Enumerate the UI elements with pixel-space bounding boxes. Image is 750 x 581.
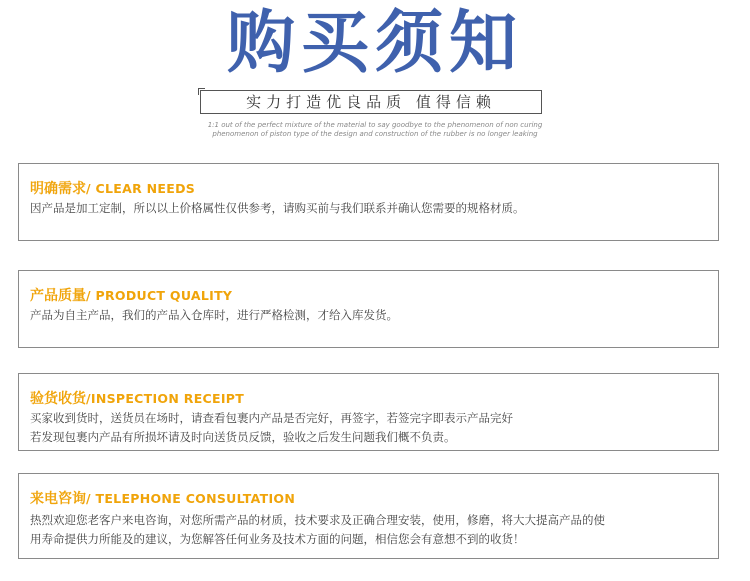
section-text — [30, 511, 708, 549]
section-text-line: 若发现包裹内产品有所损坏请及时向送货员反馈，验收之后发生问题我们概不负责。 — [30, 430, 456, 444]
section-title — [30, 488, 295, 508]
tagline-line-2: phenomenon of piston type of the design and construction of the rubber is no longer leaking — [212, 130, 538, 138]
section-title-en: / TELEPHONE CONSULTATION — [86, 491, 296, 506]
section-text-line: 产品为自主产品，我们的产品入仓库时，进行严格检测，才给入库发货。 — [30, 308, 398, 322]
section-title — [30, 178, 195, 198]
section-clear-needs — [18, 163, 719, 241]
section-inspection-receipt — [18, 373, 719, 451]
section-title-cn: 明确需求 — [30, 181, 86, 197]
section-text-line: 因产品是加工定制，所以以上价格属性仅供参考，请购买前与我们联系并确认您需要的规格材质。 — [30, 201, 525, 215]
section-title-cn: 产品质量 — [30, 288, 86, 304]
slogan-box: 实力打造优良品质 值得信赖 — [200, 90, 542, 114]
section-title-en: / CLEAR NEEDS — [86, 181, 196, 196]
section-title-cn: 来电咨询 — [30, 491, 86, 507]
section-text — [30, 306, 708, 325]
page-title: 购买须知 — [226, 4, 523, 83]
section-title — [30, 285, 232, 305]
section-product-quality — [18, 270, 719, 348]
section-title-cn: 验货收货 — [30, 391, 86, 407]
section-text — [30, 409, 708, 447]
section-title-en: /INSPECTION RECEIPT — [86, 391, 245, 406]
section-telephone-consultation — [18, 473, 719, 559]
tagline — [190, 121, 560, 139]
section-text-line: 用寿命提供力所能及的建议，为您解答任何业务及技术方面的问题，相信您会有意想不到的收货！ — [30, 532, 525, 546]
section-title-en: / PRODUCT QUALITY — [86, 288, 233, 303]
section-text-line: 买家收到货时，送货员在场时，请查看包裹内产品是否完好，再签字，若签完字即表示产品完好 — [30, 411, 513, 425]
section-title — [30, 388, 244, 408]
section-text — [30, 199, 708, 218]
section-text-line: 热烈欢迎您老客户来电咨询，对您所需产品的材质，技术要求及正确合理安装，使用，修磨，将大大提高产品的使 — [30, 513, 605, 527]
tagline-line-1: 1:1 out of the perfect mixture of the material to say goodbye to the phenomenon of non curing — [207, 121, 543, 129]
